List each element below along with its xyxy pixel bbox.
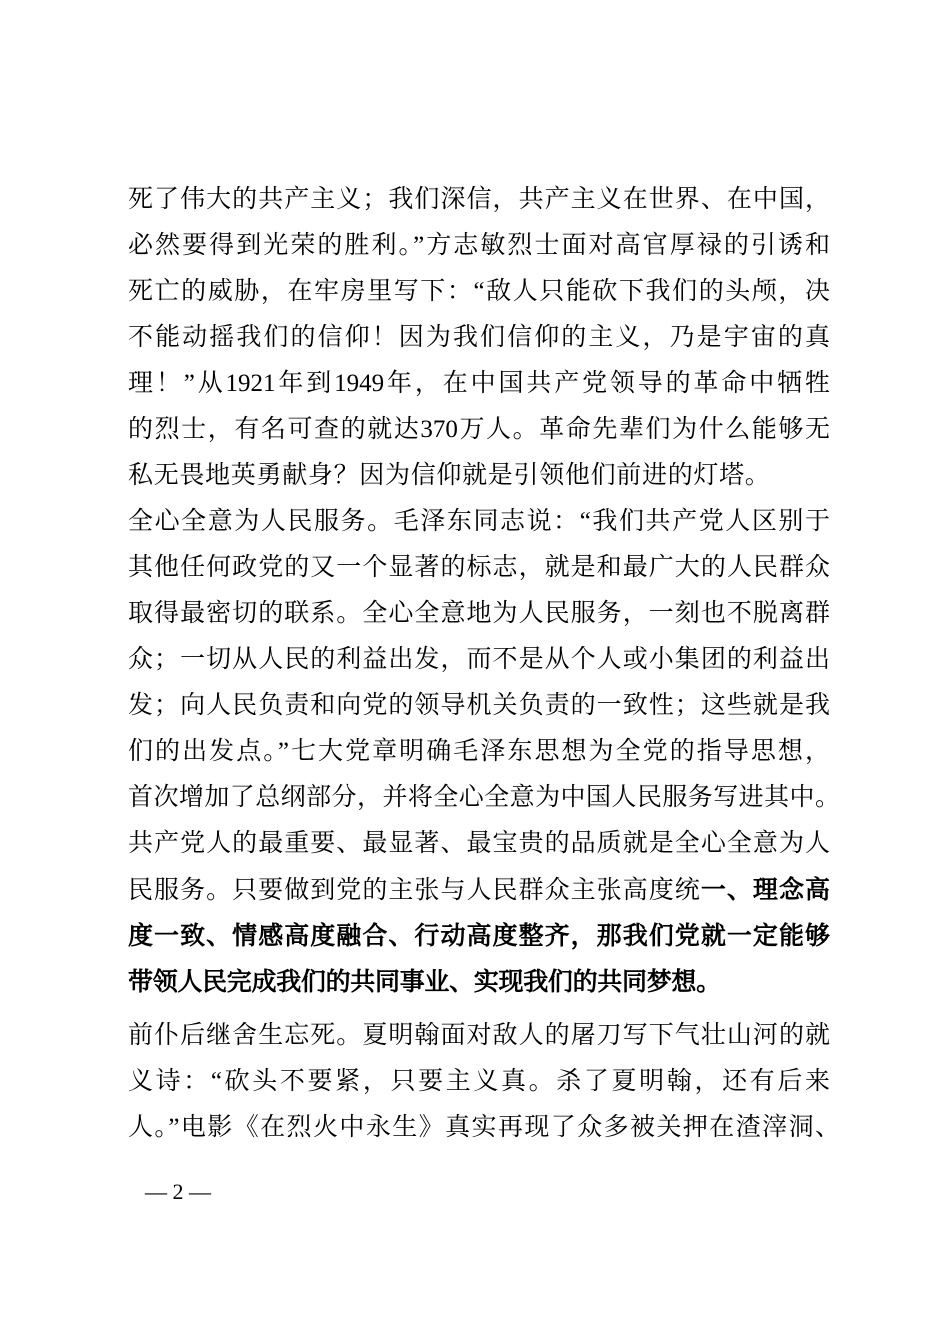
text-line: 死亡的威胁，在牢房里写下：“敌人只能砍下我们的头颅，决 [128, 278, 830, 305]
emphasis-segment: 一、理念高 [700, 876, 830, 904]
body-text [128, 177, 840, 1151]
text-line: 人。”电影《在烈火中永生》真实再现了众多被关押在渣滓洞、 [128, 1114, 840, 1141]
text-line: 其他任何政党的又一个显著的标志，就是和最广大的人民群众 [128, 554, 830, 581]
text-line-mixed [128, 867, 830, 913]
text-line: 取得最密切的联系。全心全意地为人民服务，一刻也不脱离群 [128, 600, 830, 627]
paragraph-faith [128, 177, 830, 499]
paragraph-serve-people [128, 499, 840, 1005]
text-line: 死了伟大的共产主义；我们深信，共产主义在世界、在中国， [128, 186, 830, 213]
paragraph-sacrifice [128, 1013, 840, 1151]
text-line: 理！”从1921年到1949年，在中国共产党领导的革命中牺牲 [128, 370, 830, 397]
text-line: 义诗：“砍头不要紧，只要主义真。杀了夏明翰，还有后来 [128, 1068, 830, 1095]
text-line: 前仆后继舍生忘死。夏明翰面对敌人的屠刀写下气壮山河的就 [128, 1022, 830, 1049]
text-line: 首次增加了总纲部分，并将全心全意为中国人民服务写进其中。 [128, 784, 840, 811]
text-line: 们的出发点。”七大党章明确毛泽东思想为全党的指导思想， [128, 738, 830, 765]
text-line: 私无畏地英勇献身？因为信仰就是引领他们前进的灯塔。 [128, 462, 771, 489]
text-line: 全心全意为人民服务。毛泽东同志说：“我们共产党人区别于 [128, 508, 830, 535]
text-line: 众；一切从人民的利益出发，而不是从个人或小集团的利益出 [128, 646, 830, 673]
page-number: — 2 — [145, 1179, 211, 1204]
text-line: 的烈士，有名可查的就达370万人。革命先辈们为什么能够无 [128, 416, 830, 443]
text-line: 必然要得到光荣的胜利。”方志敏烈士面对高官厚禄的引诱和 [128, 232, 830, 259]
emphasis-line: 带领人民完成我们的共同事业、实现我们的共同梦想。 [128, 968, 721, 996]
text-line: 共产党人的最重要、最显著、最宝贵的品质就是全心全意为人 [128, 830, 830, 857]
emphasis-line: 度一致、情感高度融合、行动高度整齐，那我们党就一定能够 [128, 922, 830, 950]
text-line: 发；向人民负责和向党的领导机关负责的一致性；这些就是我 [128, 692, 830, 719]
text-line: 不能动摇我们的信仰！因为我们信仰的主义，乃是宇宙的真 [128, 324, 830, 351]
text-segment: 民服务。只要做到党的主张与人民群众主张高度统 [128, 877, 701, 904]
